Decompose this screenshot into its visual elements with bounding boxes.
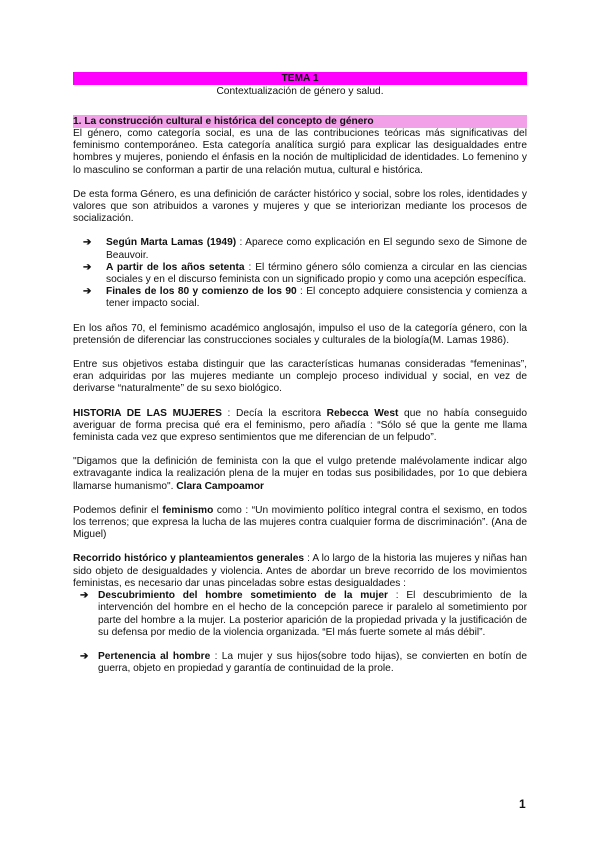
bullet-text: : El descubrimiento de la intervención del hombre en el hecho de la concepción parece ir paralelo al sometimiento por parte del hombre a la mujer. La posterior aparición de la propiedad privada y la justificación de su defensa por medio de la violencia organizada. “El más fuerte somete al más débil”.: [98, 590, 527, 638]
paragraph-definicion: De esta forma Género, es una definición de carácter histórico y social, sobre los roles, identidades y valores que son atribuidos a varones y mujeres y que se interiorizan mediante los procesos de socialización.: [73, 188, 527, 225]
bullet-text: : El concepto adquiere consistencia y comienza a tener impacto social.: [106, 286, 528, 310]
bullet-bold: Pertenencia al hombre: [98, 650, 211, 662]
bullet-text: : Aparece como explicación en El segundo sexo de Simone de Beauvoir.: [106, 237, 527, 261]
feminismo-bold: feminismo: [162, 504, 214, 516]
bullet-bold: Según Marta Lamas (1949): [106, 237, 237, 249]
paragraph-anos-70: En los años 70, el feminismo académico anglosajón, impulso el uso de la categoría género, con la pretensión de diferenciar las construcciones sociales y culturales de la biología(M. Lamas 1986).: [73, 322, 527, 346]
feminismo-text-2: como : “Un movimiento político integral contra el sexismo, en todos los terrenos; que expresa la lucha de las mujeres contra cualquier forma de discriminación”. (Ana de Miguel): [73, 504, 527, 541]
bullet-list-desigualdades: [73, 590, 527, 675]
quote-text: "Digamos que la definición de feminista con la que el vulgo pretende malévolamente indicar algo extravagante indica la realización plena de la mujer en todas sus posibilidades, por 1o que debiera llamarse humanismo".: [73, 456, 527, 492]
rebecca-west: Rebecca West: [326, 407, 399, 419]
historia-text-2: que no había conseguido averiguar de forma precisa qué era el feminismo, pero añadía : “Sólo sé que la gente me llama feminista cada vez que expreso sentimientos que me diferencian de un felpudo”.: [73, 407, 527, 444]
doc-title: TEMA 1: [73, 72, 527, 85]
list-item: [73, 590, 527, 639]
arrow-right-icon: ➔: [80, 590, 89, 602]
arrow-right-icon: ➔: [83, 237, 92, 249]
bullet-bold: Descubrimiento del hombre sometimiento de la mujer: [98, 590, 388, 602]
paragraph-quote-campoamor: [73, 456, 527, 493]
doc-subtitle: Contextualización de género y salud.: [216, 86, 384, 97]
historia-heading: HISTORIA DE LAS MUJERES: [73, 407, 222, 419]
section-heading: 1. La construcción cultural e histórica del concepto de género: [73, 115, 527, 128]
page-number: 1: [519, 797, 526, 811]
bullet-list-historia-concepto: [73, 237, 527, 310]
arrow-right-icon: ➔: [80, 650, 89, 662]
list-item: [73, 651, 527, 675]
arrow-right-icon: ➔: [83, 261, 92, 273]
feminismo-text-1: Podemos definir el: [73, 504, 163, 516]
paragraph-recorrido: [73, 553, 527, 590]
list-item: [73, 262, 527, 286]
paragraph-objetivos: Entre sus objetivos estaba distinguir que las características humanas consideradas “femeninas”, eran adquiridas por las mujeres mediante un complejo proceso individual y social, en vez de derivarse “naturalmente” de su sexo biológico.: [73, 359, 527, 395]
quote-author: Clara Campoamor: [176, 480, 265, 492]
paragraph-feminismo: [73, 505, 527, 542]
list-item: [73, 286, 527, 310]
historia-text: : Decía la escritora: [221, 407, 327, 419]
document-page: [73, 72, 527, 675]
bullet-bold: Finales de los 80 y comienzo de los 90: [106, 286, 297, 298]
bullet-text: : El término género sólo comienza a circular en las ciencias sociales y en el discurso feminista con un significado propio y como una acepción específica.: [106, 261, 527, 286]
paragraph-genero: El género, como categoría social, es una de las contribuciones teóricas más significativas del feminismo contemporáneo. Esta categoría analítica surgió para explicar las desigualdades entre hombres y mujeres, poniendo el énfasis en la noción de multiplicidad de identidades. Lo femenino y lo masculino se conforman a partir de una relación mutua, cultural e histórica.: [73, 128, 527, 176]
recorrido-heading: Recorrido histórico y planteamientos generales: [73, 553, 305, 565]
arrow-right-icon: ➔: [83, 286, 92, 298]
bullet-bold: A partir de los años setenta: [106, 261, 245, 273]
bullet-text: : La mujer y sus hijos(sobre todo hijas), se convierten en botín de guerra, objeto en propiedad y garantía de continuidad de la prole.: [98, 650, 527, 675]
list-item: [73, 237, 527, 261]
paragraph-historia-mujeres: [73, 408, 527, 445]
recorrido-text: : A lo largo de la historia las mujeres y niñas han sido objeto de desigualdades y violencia. Antes de abordar un breve recorrido de los movimientos feministas, es necesario dar unas pinceladas sobre estas desigualdades :: [73, 553, 527, 589]
